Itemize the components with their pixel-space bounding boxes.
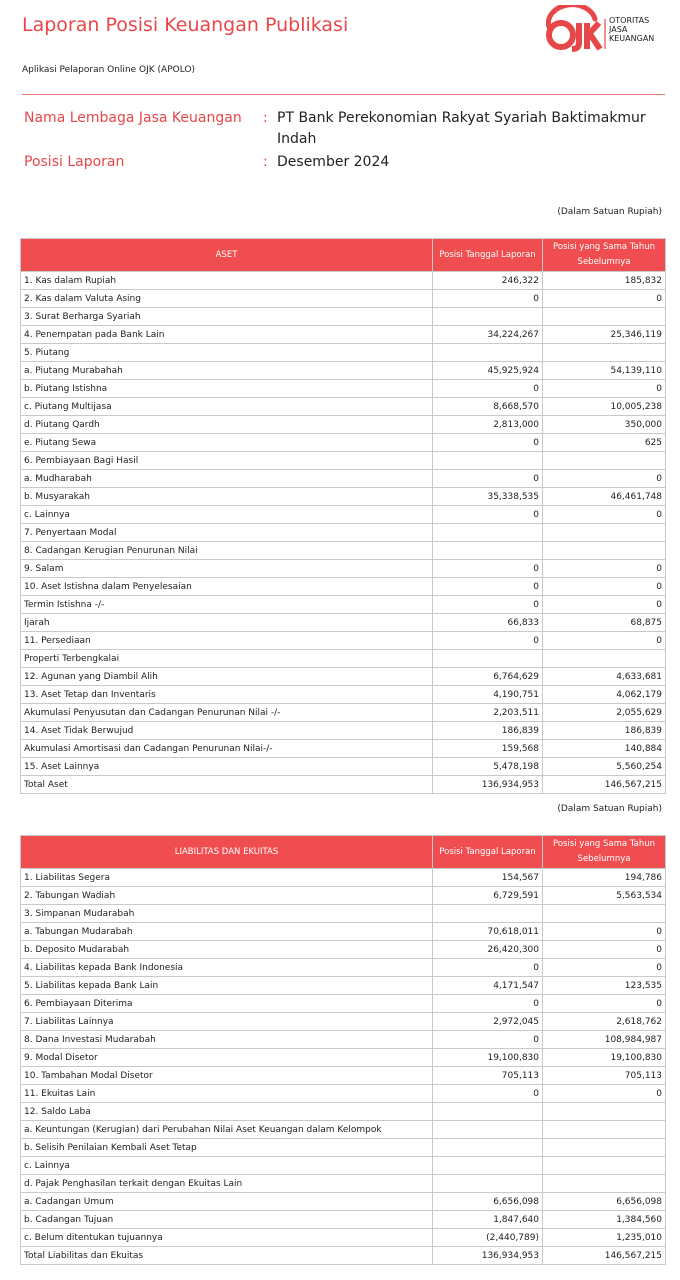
current-value: 2,813,000 [433,416,543,434]
row-label: Total Liabilitas dan Ekuitas [21,1247,433,1265]
previous-value: 186,839 [543,722,666,740]
current-value [433,650,543,668]
row-label: a. Keuntungan (Kerugian) dari Perubahan Nilai Aset Keuangan dalam Kelompok [21,1121,433,1139]
previous-value: 0 [543,470,666,488]
current-value: 136,934,953 [433,1247,543,1265]
row-label: 5. Liabilitas kepada Bank Lain [21,977,433,995]
table-row [21,308,666,326]
table-row [21,1157,666,1175]
current-value [433,1139,543,1157]
current-value [433,308,543,326]
institution-colon: : [263,110,268,126]
current-value: 159,568 [433,740,543,758]
current-value: 0 [433,380,543,398]
previous-value: 0 [543,290,666,308]
unit-note: (Dalam Satuan Rupiah) [557,804,662,814]
previous-value: 25,346,119 [543,326,666,344]
table-row [21,506,666,524]
aset-body [21,272,666,794]
table-row [21,1085,666,1103]
app-subtitle: Aplikasi Pelaporan Online OJK (APOLO) [22,65,196,75]
row-label: a. Tabungan Mudarabah [21,923,433,941]
current-value: 0 [433,290,543,308]
institution-label: Nama Lembaga Jasa Keuangan [24,110,242,126]
current-value [433,344,543,362]
liabilitas-body [21,869,666,1265]
row-label: b. Piutang Istishna [21,380,433,398]
table-row [21,578,666,596]
row-label: d. Piutang Qardh [21,416,433,434]
current-value: 0 [433,1031,543,1049]
previous-value [543,1157,666,1175]
previous-period-header: Posisi yang Sama Tahun Sebelumnya [543,836,666,869]
current-value [433,1157,543,1175]
row-label: b. Musyarakah [21,488,433,506]
previous-value: 0 [543,632,666,650]
previous-value: 4,062,179 [543,686,666,704]
previous-value: 0 [543,596,666,614]
row-label: c. Lainnya [21,1157,433,1175]
table-row [21,596,666,614]
previous-value [543,1121,666,1139]
table-row [21,452,666,470]
previous-value: 1,235,010 [543,1229,666,1247]
current-value: 6,729,591 [433,887,543,905]
row-label: 1. Kas dalam Rupiah [21,272,433,290]
row-label: 6. Pembiayaan Diterima [21,995,433,1013]
current-value: 0 [433,995,543,1013]
current-value: 19,100,830 [433,1049,543,1067]
table-row [21,362,666,380]
previous-value: 5,563,534 [543,887,666,905]
row-label: a. Piutang Murabahah [21,362,433,380]
current-value: 5,478,198 [433,758,543,776]
row-label: 1. Liabilitas Segera [21,869,433,887]
aset-table [20,238,666,794]
current-value [433,542,543,560]
row-label: e. Piutang Sewa [21,434,433,452]
previous-value: 0 [543,923,666,941]
table-row [21,923,666,941]
table-row [21,1013,666,1031]
previous-value: 4,633,681 [543,668,666,686]
row-label: 12. Agunan yang Diambil Alih [21,668,433,686]
row-label: 5. Piutang [21,344,433,362]
previous-value [543,344,666,362]
current-value: 6,764,629 [433,668,543,686]
previous-value: 2,618,762 [543,1013,666,1031]
page-title: Laporan Posisi Keuangan Publikasi [22,14,349,36]
row-label: 14. Aset Tidak Berwujud [21,722,433,740]
current-value: 0 [433,632,543,650]
header-divider [22,94,665,95]
current-value: 0 [433,1085,543,1103]
current-value: 0 [433,470,543,488]
table-row [21,344,666,362]
previous-value: 0 [543,506,666,524]
row-label: b. Cadangan Tujuan [21,1211,433,1229]
previous-value [543,1175,666,1193]
current-value: 0 [433,959,543,977]
table-row [21,1175,666,1193]
previous-value [543,524,666,542]
previous-value: 10,005,238 [543,398,666,416]
table-row [21,977,666,995]
table-row [21,560,666,578]
current-value: 1,847,640 [433,1211,543,1229]
current-value: 2,972,045 [433,1013,543,1031]
previous-value: 146,567,215 [543,776,666,794]
row-label: 9. Salam [21,560,433,578]
row-label: 3. Surat Berharga Syariah [21,308,433,326]
table-row [21,290,666,308]
table-row [21,488,666,506]
current-value: 34,224,267 [433,326,543,344]
table-row [21,941,666,959]
logo-text-line: JASA [609,25,628,34]
current-value: 8,668,570 [433,398,543,416]
table-row [21,995,666,1013]
previous-value: 5,560,254 [543,758,666,776]
row-label: Akumulasi Amortisasi dan Cadangan Penurunan Nilai-/- [21,740,433,758]
previous-period-header: Posisi yang Sama Tahun Sebelumnya [543,239,666,272]
row-label: 13. Aset Tetap dan Inventaris [21,686,433,704]
table-row [21,1121,666,1139]
current-value [433,905,543,923]
current-value [433,452,543,470]
table-row [21,740,666,758]
table-row [21,686,666,704]
row-label: 9. Modal Disetor [21,1049,433,1067]
previous-value [543,650,666,668]
previous-value: 54,139,110 [543,362,666,380]
previous-value: 123,535 [543,977,666,995]
previous-value: 46,461,748 [543,488,666,506]
current-value: 186,839 [433,722,543,740]
row-label: 7. Penyertaan Modal [21,524,433,542]
row-label: 11. Ekuitas Lain [21,1085,433,1103]
table-row [21,776,666,794]
previous-value: 194,786 [543,869,666,887]
table-row [21,887,666,905]
current-value: 26,420,300 [433,941,543,959]
previous-value: 0 [543,560,666,578]
table-row [21,524,666,542]
table-row [21,398,666,416]
table-row [21,470,666,488]
previous-value: 0 [543,959,666,977]
previous-value: 1,384,560 [543,1211,666,1229]
previous-value: 0 [543,380,666,398]
current-value: 4,171,547 [433,977,543,995]
period-value: Desember 2024 [277,154,390,170]
previous-value: 185,832 [543,272,666,290]
table-row [21,1211,666,1229]
row-label: Ijarah [21,614,433,632]
row-label: 3. Simpanan Mudarabah [21,905,433,923]
current-value: (2,440,789) [433,1229,543,1247]
table-row [21,704,666,722]
current-value [433,1103,543,1121]
table-row [21,1067,666,1085]
current-value: 705,113 [433,1067,543,1085]
table-row [21,1247,666,1265]
row-label: 8. Dana Investasi Mudarabah [21,1031,433,1049]
table-row [21,434,666,452]
previous-value: 108,984,987 [543,1031,666,1049]
table-row [21,1193,666,1211]
previous-value: 2,055,629 [543,704,666,722]
logo-text [609,16,654,43]
row-label: 7. Liabilitas Lainnya [21,1013,433,1031]
current-value [433,524,543,542]
previous-value [543,308,666,326]
current-period-header: Posisi Tanggal Laporan [433,239,543,272]
current-value: 35,338,535 [433,488,543,506]
current-period-header: Posisi Tanggal Laporan [433,836,543,869]
previous-value: 0 [543,995,666,1013]
table-row [21,1229,666,1247]
table-row [21,1103,666,1121]
table-row [21,380,666,398]
row-label: 6. Pembiayaan Bagi Hasil [21,452,433,470]
current-value [433,1121,543,1139]
table-row [21,758,666,776]
row-label: 10. Aset Istishna dalam Penyelesaian [21,578,433,596]
row-label: d. Pajak Penghasilan terkait dengan Ekuitas Lain [21,1175,433,1193]
row-label: 15. Aset Lainnya [21,758,433,776]
unit-note: (Dalam Satuan Rupiah) [557,207,662,217]
liabilitas-header: LIABILITAS DAN EKUITAS [21,836,433,869]
table-row [21,326,666,344]
previous-value: 0 [543,1085,666,1103]
row-label: b. Deposito Mudarabah [21,941,433,959]
logo-text-line: OTORITAS [609,16,650,25]
table-row [21,416,666,434]
current-value: 6,656,098 [433,1193,543,1211]
aset-header: ASET [21,239,433,272]
previous-value: 146,567,215 [543,1247,666,1265]
row-label: c. Piutang Multijasa [21,398,433,416]
current-value: 0 [433,560,543,578]
table-row [21,722,666,740]
row-label: 2. Kas dalam Valuta Asing [21,290,433,308]
row-label: Akumulasi Penyusutan dan Cadangan Penurunan Nilai -/- [21,704,433,722]
current-value: 0 [433,596,543,614]
previous-value: 68,875 [543,614,666,632]
previous-value: 705,113 [543,1067,666,1085]
current-value: 70,618,011 [433,923,543,941]
table-row [21,632,666,650]
table-row [21,869,666,887]
liabilitas-table [20,835,666,1265]
table-row [21,1139,666,1157]
table-row [21,1031,666,1049]
current-value: 2,203,511 [433,704,543,722]
current-value: 136,934,953 [433,776,543,794]
institution-value: PT Bank Perekonomian Rakyat Syariah Baktimakmur Indah [277,110,646,147]
current-value: 66,833 [433,614,543,632]
table-row [21,542,666,560]
table-row [21,959,666,977]
previous-value: 350,000 [543,416,666,434]
period-colon: : [263,154,268,170]
current-value: 45,925,924 [433,362,543,380]
current-value: 154,567 [433,869,543,887]
previous-value: 625 [543,434,666,452]
row-label: 12. Saldo Laba [21,1103,433,1121]
table-row [21,668,666,686]
previous-value [543,905,666,923]
current-value: 4,190,751 [433,686,543,704]
table-row [21,614,666,632]
current-value: 0 [433,578,543,596]
row-label: 11. Persediaan [21,632,433,650]
current-value: 0 [433,506,543,524]
previous-value: 0 [543,578,666,596]
row-label: 10. Tambahan Modal Disetor [21,1067,433,1085]
previous-value [543,1103,666,1121]
table-row [21,1049,666,1067]
row-label: 8. Cadangan Kerugian Penurunan Nilai [21,542,433,560]
row-label: Total Aset [21,776,433,794]
row-label: 4. Liabilitas kepada Bank Indonesia [21,959,433,977]
current-value: 246,322 [433,272,543,290]
logo-text-line: KEUANGAN [609,34,655,43]
previous-value: 6,656,098 [543,1193,666,1211]
table-row [21,272,666,290]
previous-value [543,452,666,470]
previous-value [543,542,666,560]
previous-value: 0 [543,941,666,959]
previous-value: 19,100,830 [543,1049,666,1067]
row-label: Termin Istishna -/- [21,596,433,614]
current-value [433,1175,543,1193]
table-row [21,905,666,923]
table-row [21,650,666,668]
row-label: c. Belum ditentukan tujuannya [21,1229,433,1247]
period-label: Posisi Laporan [24,154,125,170]
current-value: 0 [433,434,543,452]
previous-value [543,1139,666,1157]
row-label: a. Mudharabah [21,470,433,488]
row-label: a. Cadangan Umum [21,1193,433,1211]
previous-value: 140,884 [543,740,666,758]
row-label: 4. Penempatan pada Bank Lain [21,326,433,344]
row-label: c. Lainnya [21,506,433,524]
row-label: 2. Tabungan Wadiah [21,887,433,905]
row-label: b. Selisih Penilaian Kembali Aset Tetap [21,1139,433,1157]
row-label: Properti Terbengkalai [21,650,433,668]
